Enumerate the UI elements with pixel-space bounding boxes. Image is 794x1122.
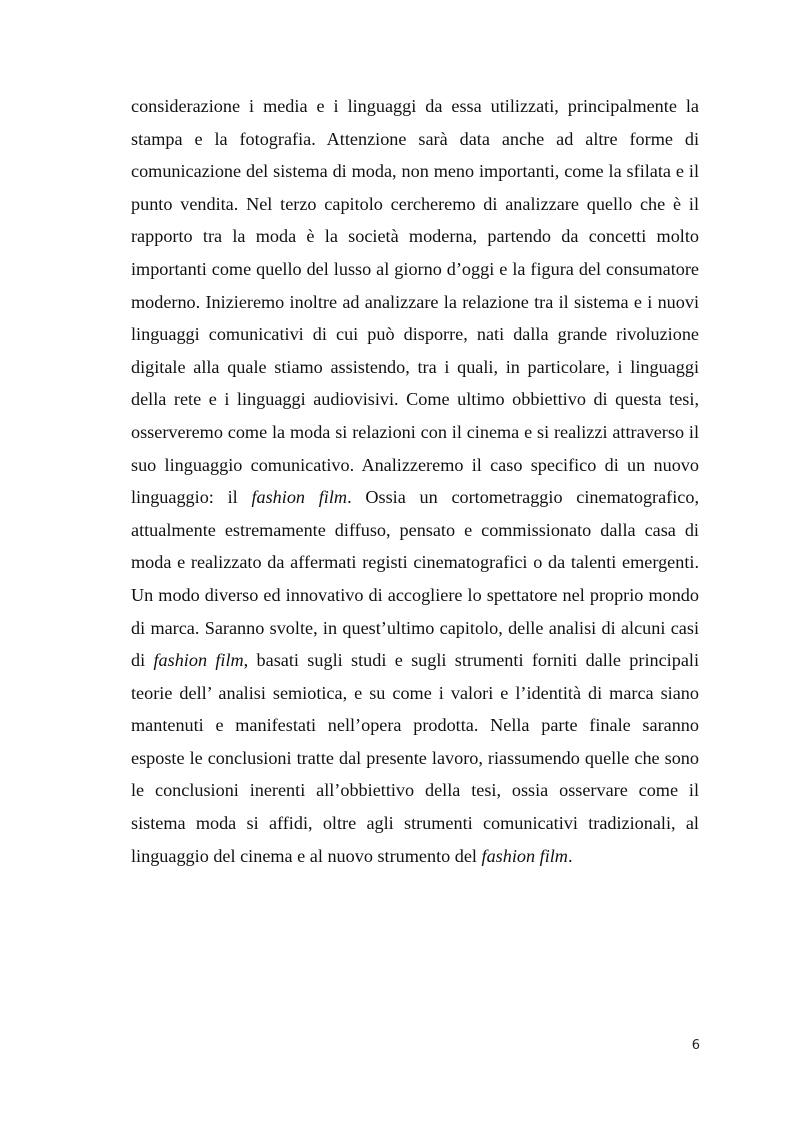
italic-term: fashion film [481,845,568,866]
text-run: . [567,845,573,866]
page-number: 6 [691,1038,700,1053]
text-run: . Ossia un cortometraggio cinematografico, attualmente estremamente diffuso, pensato e commissionato dalla casa di moda e realizzato da affermati registi cinematografici o da talenti emergenti. Un modo diverso ed innovativo di accogliere lo spettatore nel proprio mondo di marca. Saranno svolte, in quest’ultimo capitolo, delle analisi di alcuni casi di [131,487,699,671]
italic-term: fashion film [251,487,348,508]
text-run: considerazione i media e i linguaggi da essa utilizzati, principalmente la stampa e la fotografia. Attenzione sarà data anche ad altre forme di comunicazione del sistema di moda, non meno importanti, come la sfilata e il punto vendita. Nel terzo capitolo cercheremo di analizzare quello che è il rapporto tra la moda è la società moderna, partendo da concetti molto importanti come quello del lusso al giorno d’oggi e la figura del consumatore moderno. Inizieremo inoltre ad analizzare la relazione tra il sistema e i nuovi linguaggi comunicativi di cui può disporre, nati dalla grande rivoluzione digitale alla quale stiamo assistendo, tra i quali, in particolare, i linguaggi della rete e i linguaggi audiovisivi. Come ultimo obbiettivo di questa tesi, osserveremo come la moda si relazioni con il cinema e si realizzi attraverso il suo linguaggio comunicativo. Analizzeremo il caso specifico di un nuovo linguaggio: il [131,96,699,508]
italic-term: fashion film [153,650,244,671]
body-paragraph [131,90,699,872]
text-run: , basati sugli studi e sugli strumenti forniti dalle principali teorie dell’ analisi semiotica, e su come i valori e l’identità di marca siano mantenuti e manifestati nell’opera prodotta. Nella parte finale saranno esposte le conclusioni tratte dal presente lavoro, riassumendo quelle che sono le conclusioni inerenti all’obbiettivo della tesi, ossia osservare come il sistema moda si affidi, oltre agli strumenti comunicativi tradizionali, al linguaggio del cinema e al nuovo strumento del [131,650,699,866]
